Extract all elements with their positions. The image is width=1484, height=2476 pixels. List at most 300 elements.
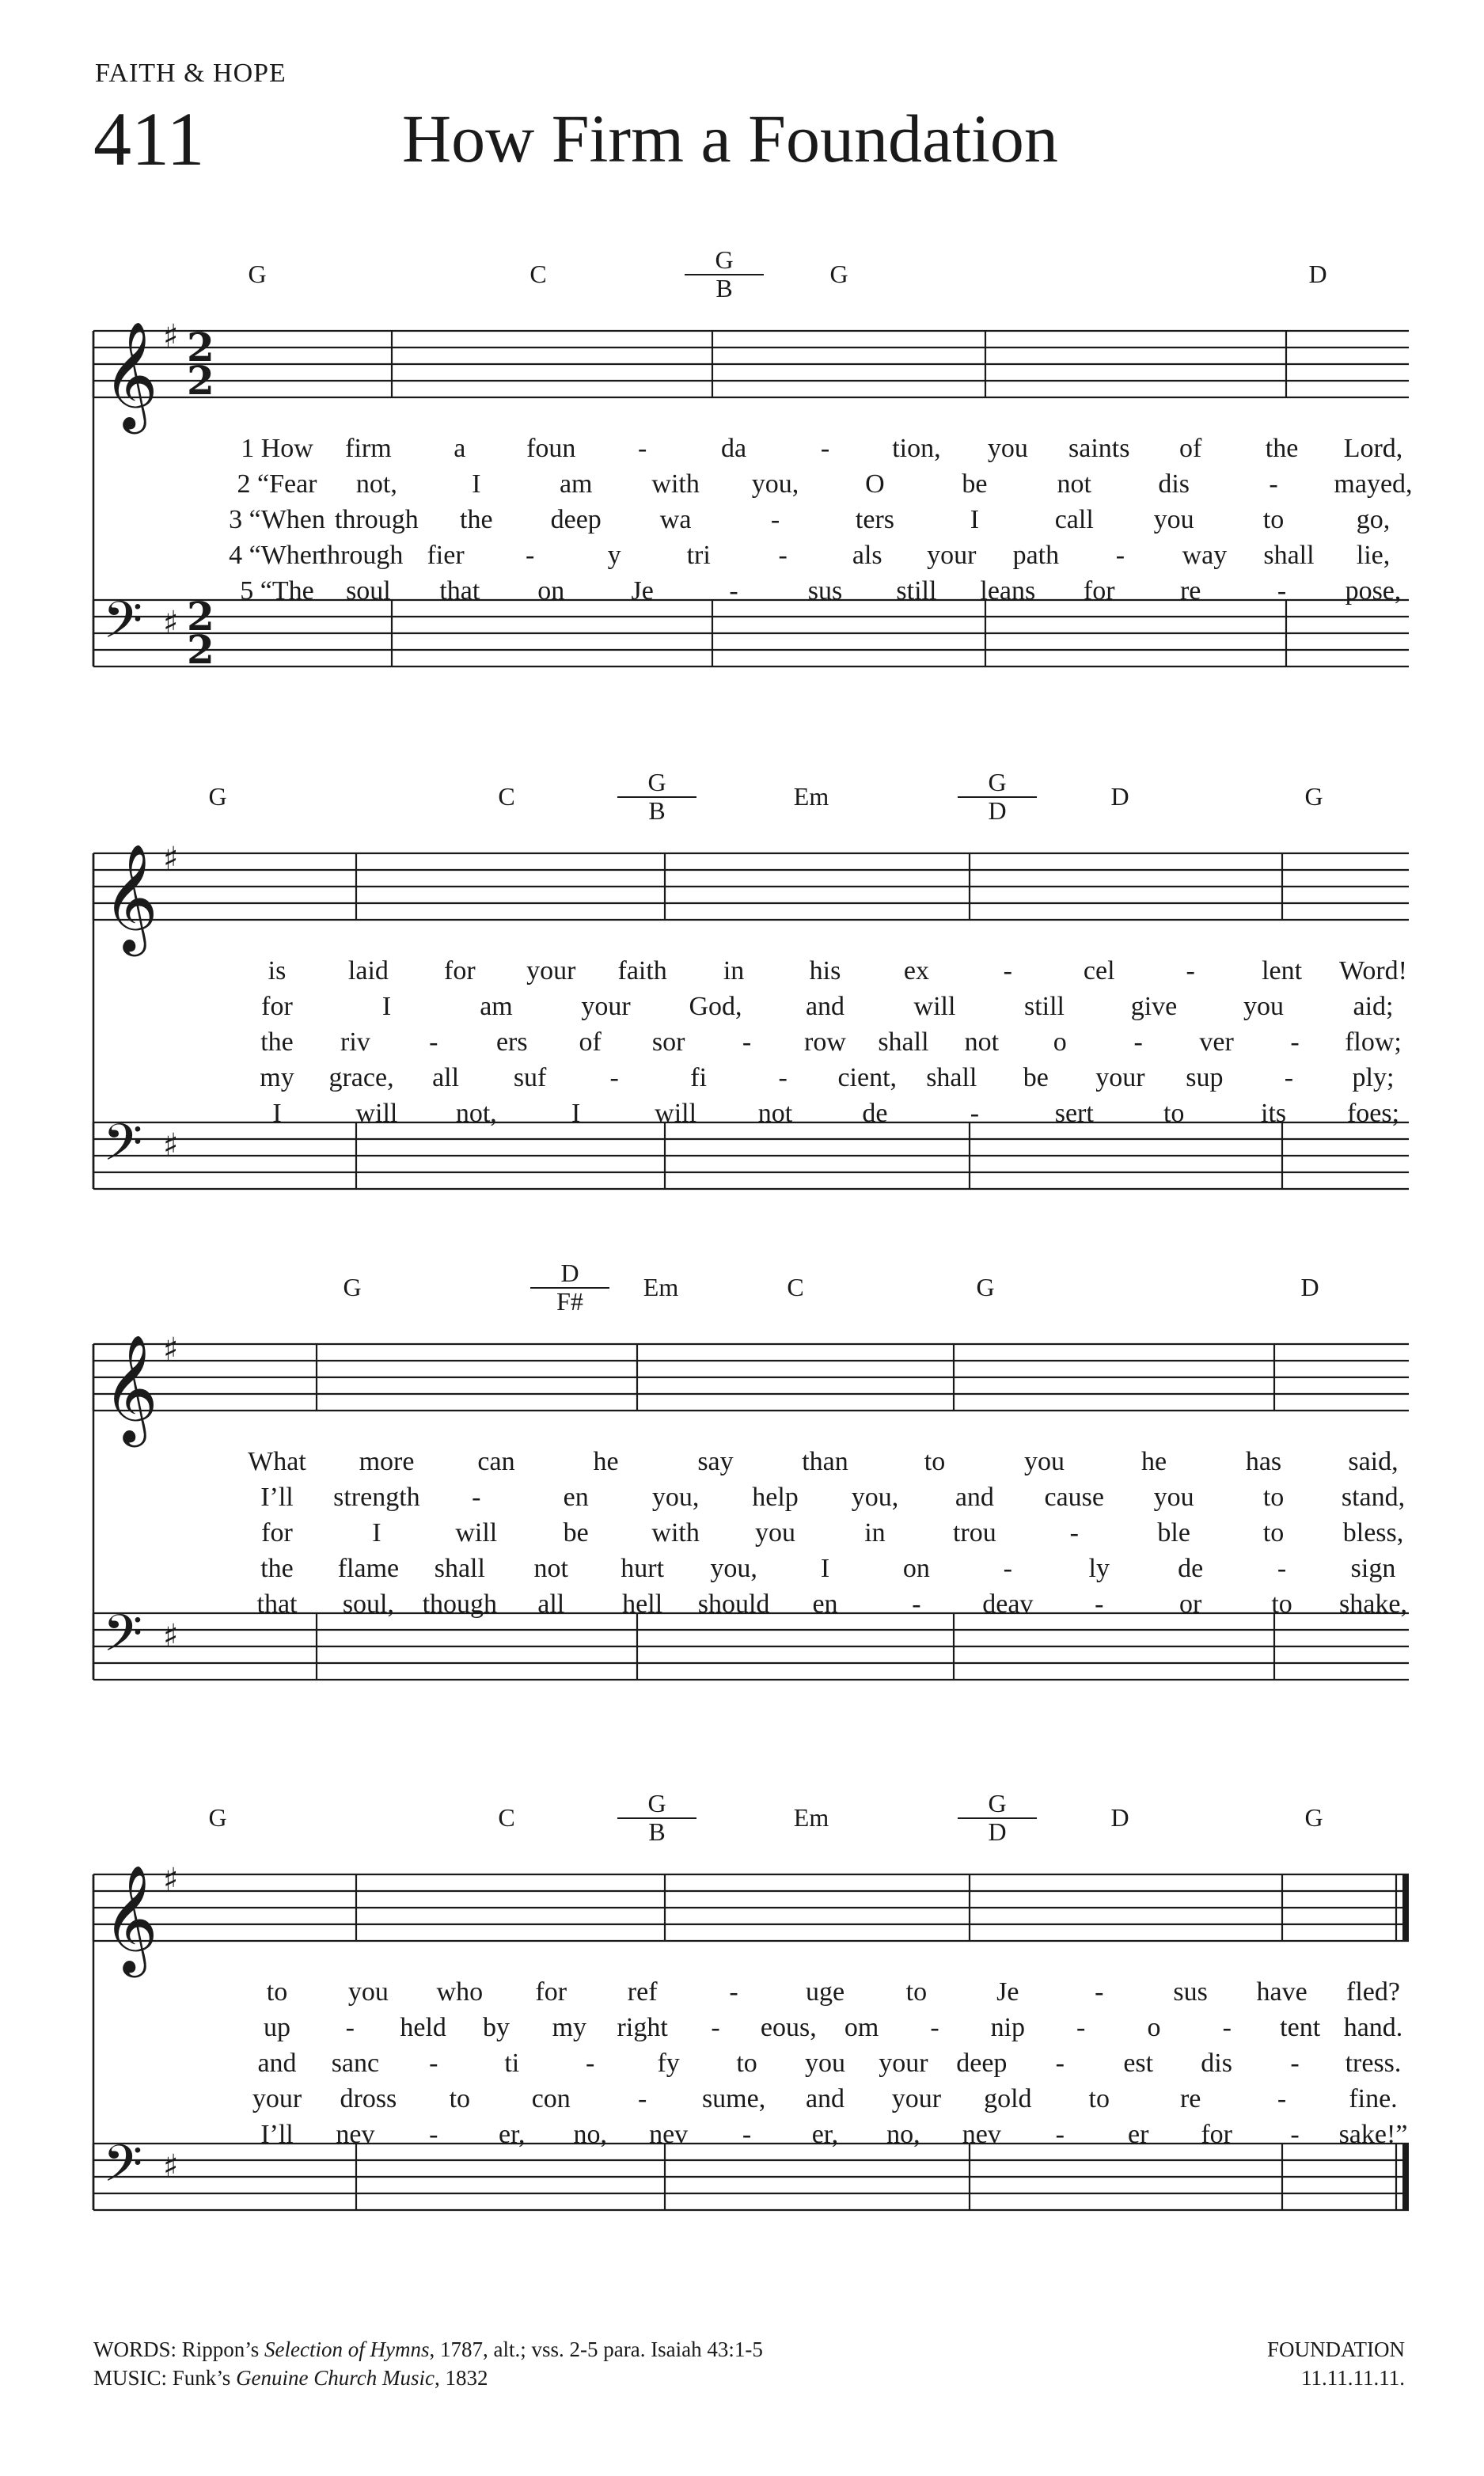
lyric-syllable: not xyxy=(1057,469,1091,499)
lyric-syllable: help xyxy=(752,1483,799,1512)
key-signature-sharp-icon: ♯ xyxy=(163,2148,179,2185)
lyric-syllable: lent xyxy=(1262,956,1303,985)
lyric-syllable: you, xyxy=(710,1554,757,1583)
lyric-syllable: nev xyxy=(962,2120,1001,2149)
lyric-syllable: - xyxy=(970,1099,980,1128)
lyric-syllable: en xyxy=(563,1483,589,1512)
lyric-syllable: - xyxy=(729,1977,738,2007)
lyric-syllable: - xyxy=(429,1027,438,1057)
lyric-syllable: or xyxy=(1178,1589,1202,1619)
lyric-syllable: and xyxy=(955,1483,994,1512)
chord-symbol: G xyxy=(829,260,848,288)
lyric-syllable: who xyxy=(436,1977,484,2007)
lyric-syllable: sup xyxy=(1186,1063,1224,1092)
chord-symbol: C xyxy=(498,782,515,811)
lyric-syllable: cel xyxy=(1083,956,1115,985)
lyric-syllable: all xyxy=(432,1063,460,1092)
lyric-syllable: the xyxy=(460,505,493,534)
lyric-syllable: up xyxy=(264,2013,290,2042)
lyric-syllable: its xyxy=(1261,1099,1287,1128)
lyric-syllable: shall xyxy=(1263,541,1315,570)
lyric-syllable: still xyxy=(896,576,937,606)
lyric-syllable: lie, xyxy=(1356,541,1391,570)
verse-line-1 xyxy=(0,1977,1484,2014)
lyric-syllable: fine. xyxy=(1349,2084,1398,2113)
lyric-syllable: bless, xyxy=(1342,1518,1404,1548)
lyric-syllable: - xyxy=(525,541,535,570)
lyric-syllable: have xyxy=(1256,1977,1308,2007)
bass-clef-icon: 𝄢 xyxy=(103,2135,143,2206)
lyric-syllable: to xyxy=(1262,1518,1285,1548)
time-signature-bottom: 2 xyxy=(187,357,214,404)
chord-symbol: G xyxy=(1304,782,1323,811)
lyric-syllable: to xyxy=(449,2084,471,2113)
chord-symbol: D xyxy=(1300,1273,1319,1301)
slash-chord xyxy=(617,1791,696,1845)
lyric-syllable: - xyxy=(930,2013,939,2042)
lyric-syllable: sor xyxy=(651,1027,685,1057)
lyric-syllable: through xyxy=(335,505,419,534)
lyric-syllable: strength xyxy=(333,1483,420,1512)
lyric-syllable: flow; xyxy=(1345,1027,1402,1057)
lyric-syllable: can xyxy=(477,1447,515,1476)
verse-line-2 xyxy=(0,1483,1484,1519)
verse-line-1 xyxy=(0,1447,1484,1483)
lyric-syllable: aid; xyxy=(1353,992,1394,1021)
verse-line-1 xyxy=(0,956,1484,993)
lyric-syllable: the xyxy=(260,1554,294,1583)
lyric-syllable: to xyxy=(1271,1589,1292,1619)
lyric-syllable: gold xyxy=(984,2084,1032,2113)
chord-symbol: C xyxy=(787,1273,804,1301)
lyric-syllable: de xyxy=(862,1099,888,1128)
lyric-syllable: your xyxy=(891,2084,942,2113)
lyric-syllable: nev xyxy=(336,2120,375,2149)
lyric-syllable: - xyxy=(429,2049,438,2078)
treble-staff xyxy=(93,318,1409,434)
lyric-syllable: - xyxy=(778,1063,788,1092)
lyric-syllable: you xyxy=(1153,505,1194,534)
lyric-syllable: 4 “When xyxy=(229,541,325,570)
lyric-syllable: you, xyxy=(751,469,799,499)
chord-symbol: G xyxy=(208,1803,227,1832)
slash-chord xyxy=(958,1791,1037,1845)
chord-symbol: D xyxy=(1110,1803,1129,1832)
chord-symbol: C xyxy=(529,260,547,288)
lyric-syllable: not xyxy=(964,1027,1000,1057)
credits xyxy=(93,2335,763,2393)
verse-line-4 xyxy=(0,2084,1484,2121)
lyric-syllable: en xyxy=(812,1589,838,1619)
chord-bass: D xyxy=(988,796,1007,825)
lyric-syllable: with xyxy=(651,1518,700,1548)
lyric-syllable: to xyxy=(1088,2084,1110,2113)
chord-symbol: C xyxy=(498,1803,515,1832)
lyric-syllable: flame xyxy=(337,1554,400,1583)
lyric-syllable: foes; xyxy=(1346,1099,1400,1128)
treble-clef-icon: 𝄞 xyxy=(103,320,158,429)
lyric-syllable: you, xyxy=(851,1483,899,1512)
lyric-syllable: I xyxy=(970,505,980,534)
lyric-syllable: shall xyxy=(878,1027,929,1057)
lyric-syllable: wa xyxy=(659,505,692,534)
lyric-syllable: om xyxy=(844,2013,879,2042)
lyric-syllable: fi xyxy=(690,1063,708,1092)
verse-line-3 xyxy=(0,505,1484,541)
lyric-syllable: 5 “The xyxy=(240,576,314,606)
tune-info xyxy=(1267,2335,1405,2393)
slash-chord xyxy=(617,769,696,824)
lyric-syllable: - xyxy=(1186,956,1195,985)
lyric-syllable: I’ll xyxy=(260,1483,294,1512)
lyric-syllable: - xyxy=(1069,1518,1079,1548)
lyric-syllable: - xyxy=(345,2013,355,2042)
lyric-syllable: should xyxy=(697,1589,770,1619)
lyric-syllable: - xyxy=(1277,2084,1287,2113)
lyric-syllable: - xyxy=(1277,1554,1287,1583)
lyric-syllable: his xyxy=(809,956,841,985)
treble-clef-icon: 𝄞 xyxy=(103,1333,158,1442)
lyric-syllable: ters xyxy=(855,505,894,534)
key-signature-sharp-icon: ♯ xyxy=(163,318,179,355)
lyric-syllable: eous, xyxy=(760,2013,817,2042)
verse-line-5 xyxy=(0,1589,1484,1626)
lyric-syllable: - xyxy=(1076,2013,1086,2042)
bass-clef-icon: 𝄢 xyxy=(103,591,143,663)
lyric-syllable: sign xyxy=(1350,1554,1396,1583)
lyric-syllable: be xyxy=(962,469,988,499)
key-signature-sharp-icon: ♯ xyxy=(163,605,179,641)
key-signature-sharp-icon: ♯ xyxy=(163,1618,179,1654)
slash-chord xyxy=(685,247,764,302)
lyric-syllable: er, xyxy=(811,2120,839,2149)
time-signature-top: 2 xyxy=(187,593,214,640)
lyric-syllable: - xyxy=(820,434,830,463)
lyric-syllable: your xyxy=(927,541,977,570)
lyric-syllable: will xyxy=(655,1099,697,1128)
lyric-syllable: - xyxy=(1290,1027,1300,1057)
lyric-syllable: Je xyxy=(996,1977,1019,2007)
lyric-syllable: deav xyxy=(982,1589,1034,1619)
verse-line-2 xyxy=(0,992,1484,1028)
lyric-syllable: will xyxy=(355,1099,398,1128)
lyric-syllable: has xyxy=(1245,1447,1282,1476)
lyric-syllable: y xyxy=(607,541,621,570)
chord-symbol: D xyxy=(1110,782,1129,811)
lyric-syllable: the xyxy=(1265,434,1299,463)
lyric-syllable: - xyxy=(609,1063,619,1092)
lyric-syllable: fier xyxy=(427,541,465,570)
lyric-syllable: - xyxy=(912,1589,921,1619)
lyric-syllable: for xyxy=(1083,576,1115,606)
lyric-syllable: de xyxy=(1178,1554,1204,1583)
lyric-syllable: nip xyxy=(990,2013,1026,2042)
lyric-syllable: nev xyxy=(649,2120,689,2149)
lyric-syllable: not xyxy=(533,1554,568,1583)
treble-staff xyxy=(93,841,1409,956)
lyric-syllable: your xyxy=(879,2049,928,2078)
treble-staff xyxy=(93,1331,1409,1447)
lyric-syllable: faith xyxy=(617,956,667,985)
tune-name: FOUNDATION xyxy=(1267,2337,1405,2361)
lyric-syllable: er, xyxy=(499,2120,526,2149)
lyric-syllable: I’ll xyxy=(260,2120,294,2149)
lyric-syllable: and xyxy=(257,2049,297,2078)
verse-line-5 xyxy=(0,1099,1484,1135)
verse-line-1 xyxy=(0,434,1484,470)
lyric-syllable: sert xyxy=(1054,1099,1094,1128)
lyric-syllable: in xyxy=(723,956,745,985)
time-signature-top: 2 xyxy=(187,324,214,370)
lyric-syllable: sanc xyxy=(331,2049,380,2078)
treble-clef-icon: 𝄞 xyxy=(103,1863,158,1973)
lyric-syllable: you xyxy=(1153,1483,1194,1512)
lyric-syllable: your xyxy=(581,992,631,1021)
lyric-syllable: you xyxy=(1024,1447,1065,1476)
lyric-syllable: riv xyxy=(340,1027,370,1057)
lyric-syllable: that xyxy=(256,1589,298,1619)
lyric-syllable: row xyxy=(804,1027,846,1057)
lyric-syllable: for xyxy=(261,1518,293,1548)
hymn-number: 411 xyxy=(93,97,205,181)
lyric-syllable: not, xyxy=(455,1099,497,1128)
lyric-syllable: - xyxy=(1095,1589,1104,1619)
chord-upper: G xyxy=(958,1791,1037,1819)
key-signature-sharp-icon: ♯ xyxy=(163,1862,179,1898)
lyric-syllable: I xyxy=(571,1099,581,1128)
lyric-syllable: grace, xyxy=(328,1063,394,1092)
lyric-syllable: in xyxy=(864,1518,886,1548)
lyric-syllable: than xyxy=(802,1447,848,1476)
lyric-syllable: say xyxy=(697,1447,734,1476)
lyric-syllable: 3 “When xyxy=(229,505,325,534)
lyric-syllable: 1 How xyxy=(241,434,313,463)
lyric-syllable: a xyxy=(454,434,466,463)
lyric-syllable: of xyxy=(1178,434,1202,463)
lyric-syllable: fy xyxy=(657,2049,680,2078)
lyric-syllable: ver xyxy=(1199,1027,1234,1057)
lyric-syllable: shall xyxy=(434,1554,485,1583)
treble-clef-icon: 𝄞 xyxy=(103,842,158,951)
lyric-syllable: hell xyxy=(622,1589,663,1619)
lyric-syllable: What xyxy=(248,1447,306,1476)
hymn-title: How Firm a Foundation xyxy=(402,101,1058,177)
lyric-syllable: - xyxy=(729,576,738,606)
lyric-syllable: will xyxy=(913,992,956,1021)
lyric-syllable: sus xyxy=(807,576,843,606)
slash-chord xyxy=(530,1260,609,1315)
verse-line-4 xyxy=(0,1063,1484,1099)
lyric-syllable: - xyxy=(1222,2013,1232,2042)
lyric-syllable: my xyxy=(260,1063,294,1092)
lyric-syllable: your xyxy=(1095,1063,1145,1092)
lyric-syllable: - xyxy=(742,1027,752,1057)
lyric-syllable: re xyxy=(1179,2084,1201,2113)
verse-line-5 xyxy=(0,576,1484,613)
chord-symbol: Em xyxy=(793,782,829,811)
lyric-syllable: ly xyxy=(1088,1554,1110,1583)
chord-upper: D xyxy=(530,1260,609,1289)
lyric-syllable: for xyxy=(261,992,293,1021)
lyric-syllable: to xyxy=(924,1447,946,1476)
chord-bass: D xyxy=(988,1817,1007,1846)
lyric-syllable: - xyxy=(1277,576,1287,606)
lyric-syllable: and xyxy=(805,992,845,1021)
chord-upper: G xyxy=(617,769,696,798)
lyric-syllable: tress. xyxy=(1345,2049,1402,2078)
lyric-syllable: on xyxy=(537,576,565,606)
lyric-syllable: ers xyxy=(495,1027,528,1057)
lyric-syllable: you xyxy=(755,1518,796,1548)
lyric-syllable: tri xyxy=(686,541,711,570)
lyric-syllable: he xyxy=(593,1447,619,1476)
lyric-syllable: mayed, xyxy=(1334,469,1413,499)
chord-symbol: G xyxy=(208,782,227,811)
key-signature-sharp-icon: ♯ xyxy=(163,841,179,877)
lyric-syllable: am xyxy=(559,469,593,499)
lyric-syllable: pose, xyxy=(1345,576,1402,606)
lyric-syllable: ex xyxy=(903,956,929,985)
verse-line-4 xyxy=(0,541,1484,577)
lyric-syllable: to xyxy=(1163,1099,1185,1128)
lyric-syllable: tent xyxy=(1280,2013,1321,2042)
lyric-syllable: and xyxy=(805,2084,845,2113)
key-signature-sharp-icon: ♯ xyxy=(163,1331,179,1368)
lyric-syllable: give xyxy=(1130,992,1178,1021)
lyric-syllable: - xyxy=(586,2049,595,2078)
lyric-syllable: by xyxy=(483,2013,510,2042)
lyric-syllable: soul xyxy=(346,576,391,606)
verse-line-2 xyxy=(0,469,1484,506)
lyric-syllable: shall xyxy=(926,1063,977,1092)
lyric-syllable: held xyxy=(400,2013,446,2042)
lyric-syllable: be xyxy=(1023,1063,1049,1092)
section-label: FAITH & HOPE xyxy=(95,59,287,88)
lyric-syllable: more xyxy=(359,1447,415,1476)
lyric-syllable: ref xyxy=(627,1977,658,2007)
lyric-syllable: trou xyxy=(952,1518,996,1548)
lyric-syllable: my xyxy=(552,2013,587,2042)
lyric-syllable: to xyxy=(1262,1483,1285,1512)
chord-bass: B xyxy=(715,273,733,302)
treble-staff xyxy=(93,1862,1409,1977)
lyric-syllable: no, xyxy=(573,2120,607,2149)
chord-upper: G xyxy=(958,769,1037,798)
key-signature-sharp-icon: ♯ xyxy=(163,1127,179,1164)
lyric-syllable: you, xyxy=(651,1483,700,1512)
lyric-syllable: - xyxy=(1055,2049,1065,2078)
lyric-syllable: - xyxy=(1003,956,1012,985)
lyric-syllable: - xyxy=(778,541,788,570)
lyric-syllable: ti xyxy=(504,2049,520,2078)
meter: 11.11.11.11. xyxy=(1301,2366,1405,2391)
lyric-syllable: tion, xyxy=(892,434,941,463)
lyric-syllable: - xyxy=(637,434,647,463)
lyric-syllable: hand. xyxy=(1343,2013,1403,2042)
lyric-syllable: ble xyxy=(1157,1518,1190,1548)
lyric-syllable: deep xyxy=(956,2049,1008,2078)
lyric-syllable: Word! xyxy=(1338,956,1407,985)
lyric-syllable: - xyxy=(1095,1977,1104,2007)
lyric-syllable: O xyxy=(865,469,885,499)
lyric-syllable: - xyxy=(1290,2049,1300,2078)
lyric-syllable: to xyxy=(736,2049,757,2078)
lyric-syllable: - xyxy=(1284,1063,1294,1092)
chord-symbol: G xyxy=(1304,1803,1323,1832)
lyric-syllable: leans xyxy=(980,576,1036,606)
lyric-syllable: 2 “Fear xyxy=(237,469,317,499)
lyric-syllable: - xyxy=(1290,2120,1300,2149)
lyric-syllable: with xyxy=(651,469,700,499)
chord-bass: B xyxy=(648,796,666,825)
slash-chord xyxy=(958,769,1037,824)
words-credit: WORDS: Rippon’s Selection of Hymns, 1787, alt.; vss. 2-5 para. Isaiah 43:1-5 xyxy=(93,2337,763,2361)
chord-symbol: Em xyxy=(793,1803,829,1832)
lyric-syllable: for xyxy=(1201,2120,1232,2149)
lyric-syllable: to xyxy=(905,1977,928,2007)
lyric-syllable: to xyxy=(266,1977,288,2007)
verse-line-5 xyxy=(0,2120,1484,2156)
lyric-syllable: right xyxy=(617,2013,668,2042)
lyric-syllable: shake, xyxy=(1339,1589,1407,1619)
chord-bass: F# xyxy=(556,1286,583,1316)
verse-line-3 xyxy=(0,1027,1484,1064)
music-credit: MUSIC: Funk’s Genuine Church Music, 1832 xyxy=(93,2366,488,2391)
verse-line-4 xyxy=(0,1554,1484,1590)
lyric-syllable: you xyxy=(987,434,1028,463)
time-signature-bottom: 2 xyxy=(187,626,214,673)
verse-line-2 xyxy=(0,2013,1484,2049)
lyric-syllable: stand, xyxy=(1341,1483,1406,1512)
chord-symbol: D xyxy=(1308,260,1327,288)
lyric-syllable: suf xyxy=(513,1063,547,1092)
lyric-syllable: am xyxy=(480,992,513,1021)
verse-line-3 xyxy=(0,1518,1484,1555)
lyric-syllable: - xyxy=(637,2084,647,2113)
lyric-syllable: not, xyxy=(355,469,397,499)
verse-line-3 xyxy=(0,2049,1484,2085)
chord-symbol: Em xyxy=(643,1273,679,1301)
lyric-syllable: I xyxy=(272,1099,282,1128)
chord-bass: B xyxy=(648,1817,666,1846)
lyric-syllable: - xyxy=(770,505,780,534)
lyric-syllable: sus xyxy=(1173,1977,1208,2007)
lyric-syllable: I xyxy=(472,469,481,499)
lyric-syllable: not xyxy=(757,1099,793,1128)
lyric-syllable: way xyxy=(1182,541,1228,570)
lyric-syllable: is xyxy=(268,956,287,985)
lyric-syllable: - xyxy=(1003,1554,1012,1583)
lyric-syllable: go, xyxy=(1356,505,1391,534)
lyric-syllable: hurt xyxy=(621,1554,665,1583)
lyric-syllable: God, xyxy=(689,992,742,1021)
lyric-syllable: still xyxy=(1023,992,1065,1021)
lyric-syllable: will xyxy=(455,1518,498,1548)
lyric-syllable: - xyxy=(429,2120,438,2149)
lyric-syllable: to xyxy=(1262,505,1285,534)
lyric-syllable: for xyxy=(535,1977,567,2007)
chord-upper: G xyxy=(685,247,764,275)
lyric-syllable: the xyxy=(260,1027,294,1057)
lyric-syllable: - xyxy=(1115,541,1125,570)
lyric-syllable: I xyxy=(381,992,392,1021)
lyric-syllable: con xyxy=(531,2084,571,2113)
chord-symbol: G xyxy=(976,1273,995,1301)
lyric-syllable: laid xyxy=(347,956,389,985)
chord-symbol: G xyxy=(343,1273,362,1301)
lyric-syllable: - xyxy=(1269,469,1278,499)
lyric-syllable: ply; xyxy=(1352,1063,1395,1092)
